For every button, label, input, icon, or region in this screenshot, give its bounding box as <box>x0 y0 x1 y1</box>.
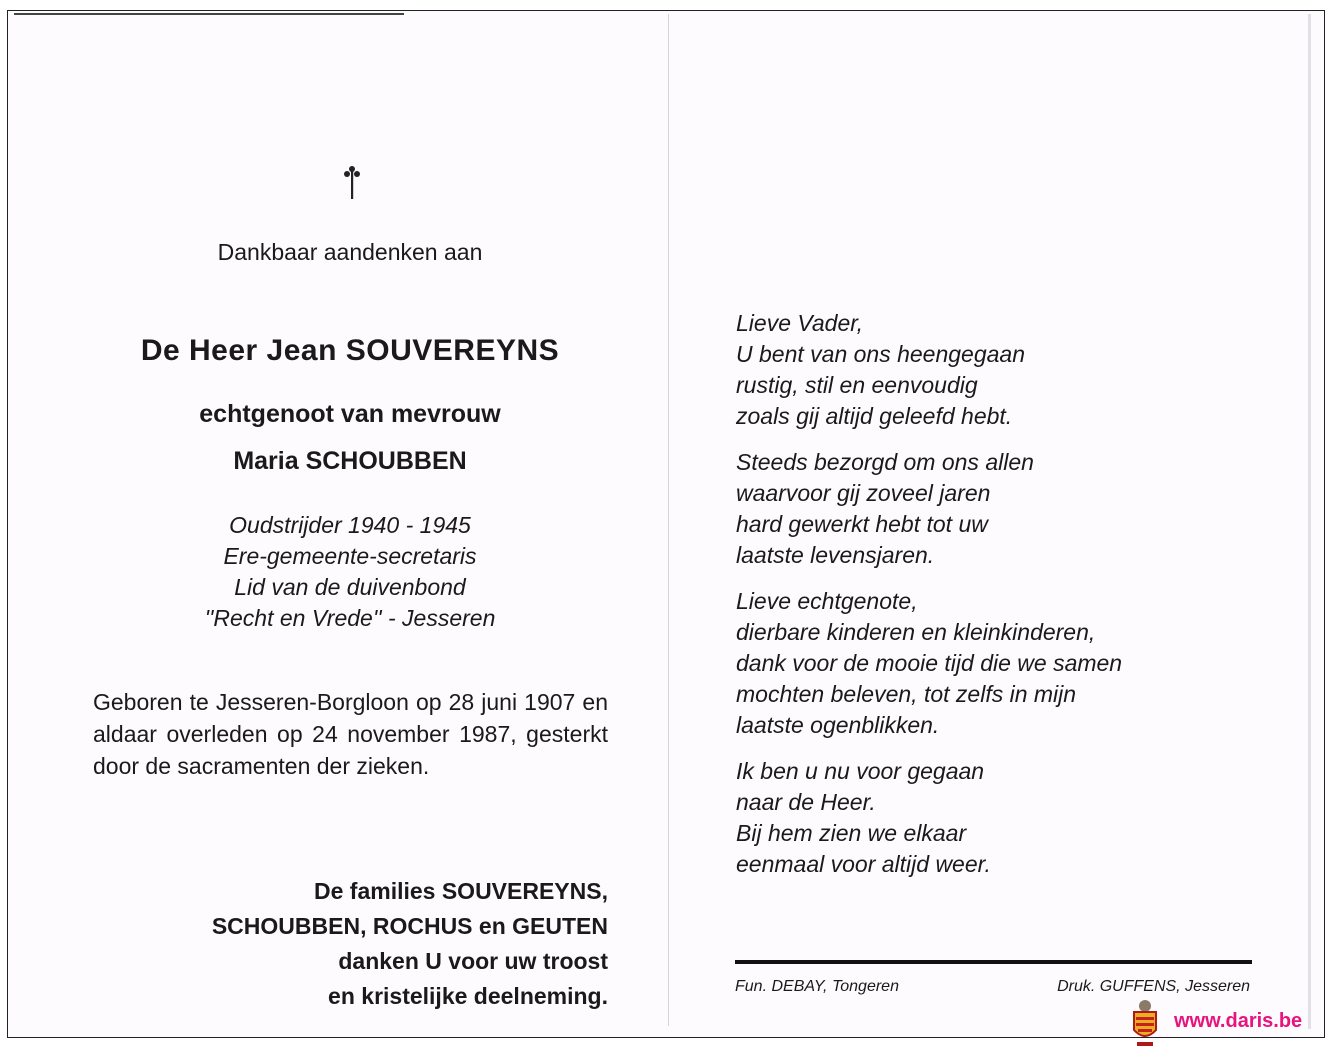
thanks-line: De families SOUVEREYNS, <box>314 878 608 904</box>
thanks-line: SCHOUBBEN, ROCHUS en GEUTEN <box>211 913 608 939</box>
poem-line: Steeds bezorgd om ons allen <box>736 449 1034 475</box>
thanks-line: danken U voor uw troost <box>338 948 608 974</box>
poem-line: laatste levensjaren. <box>736 542 935 568</box>
credits-divider <box>735 960 1252 964</box>
poem-line: rustig, stil en eenvoudig <box>736 372 978 398</box>
poem-line: Ik ben u nu voor gegaan <box>736 758 985 784</box>
poem-line: dierbare kinderen en kleinkinderen, <box>736 619 1096 645</box>
poem-line: naar de Heer. <box>736 789 876 815</box>
poem-line: Lieve Vader, <box>736 310 864 336</box>
poem-line: waarvoor gij zoveel jaren <box>736 480 991 506</box>
poem-line: mochten beleven, tot zelfs in mijn <box>736 681 1077 707</box>
card-right-edge <box>1308 14 1311 1029</box>
poem-line: dank voor de mooie tijd die we samen <box>736 650 1123 676</box>
top-edge-line <box>14 13 404 15</box>
poem <box>736 308 1122 895</box>
thanks-block <box>90 874 608 1014</box>
spouse-line-1: echtgenoot van mevrouw <box>199 400 501 428</box>
coat-of-arms-icon <box>1130 998 1160 1048</box>
cross-icon <box>340 165 364 201</box>
title-line: Lid van de duivenbond <box>234 574 466 600</box>
poem-line: Bij hem zien we elkaar <box>736 820 967 846</box>
poem-stanza <box>736 308 1122 432</box>
funeral-credit: Fun. DEBAY, Tongeren <box>735 978 899 995</box>
intro-text: Dankbaar aandenken aan <box>217 239 483 265</box>
title-line: Oudstrijder 1940 - 1945 <box>229 512 471 538</box>
poem-line: hard gewerkt hebt tot uw <box>736 511 988 537</box>
thanks-line: en kristelijke deelneming. <box>328 983 608 1009</box>
deceased-name: De Heer Jean SOUVEREYNS <box>140 334 560 367</box>
titles-block <box>100 510 600 634</box>
biography-text: Geboren te Jesseren-Borgloon op 28 juni 1907 en aldaar overleden op 24 november 1987, gesterkt door de sacramenten der zieken. <box>93 689 608 779</box>
credits <box>735 978 1250 996</box>
fold-line <box>668 14 669 1026</box>
printer-credit: Druk. GUFFENS, Jesseren <box>1057 978 1250 995</box>
title-line: Ere-gemeente-secretaris <box>223 543 477 569</box>
poem-line: U bent van ons heengegaan <box>736 341 1026 367</box>
watermark-link[interactable]: www.daris.be <box>1174 1010 1303 1032</box>
title-line: ''Recht en Vrede'' - Jesseren <box>204 605 496 631</box>
poem-line: Lieve echtgenote, <box>736 588 918 614</box>
poem-line: eenmaal voor altijd weer. <box>736 851 991 877</box>
spouse-name: Maria SCHOUBBEN <box>233 447 467 475</box>
poem-stanza <box>736 447 1122 571</box>
poem-stanza <box>736 586 1122 741</box>
poem-line: zoals gij altijd geleefd hebt. <box>736 403 1013 429</box>
poem-line: laatste ogenblikken. <box>736 712 940 738</box>
poem-stanza <box>736 756 1122 880</box>
